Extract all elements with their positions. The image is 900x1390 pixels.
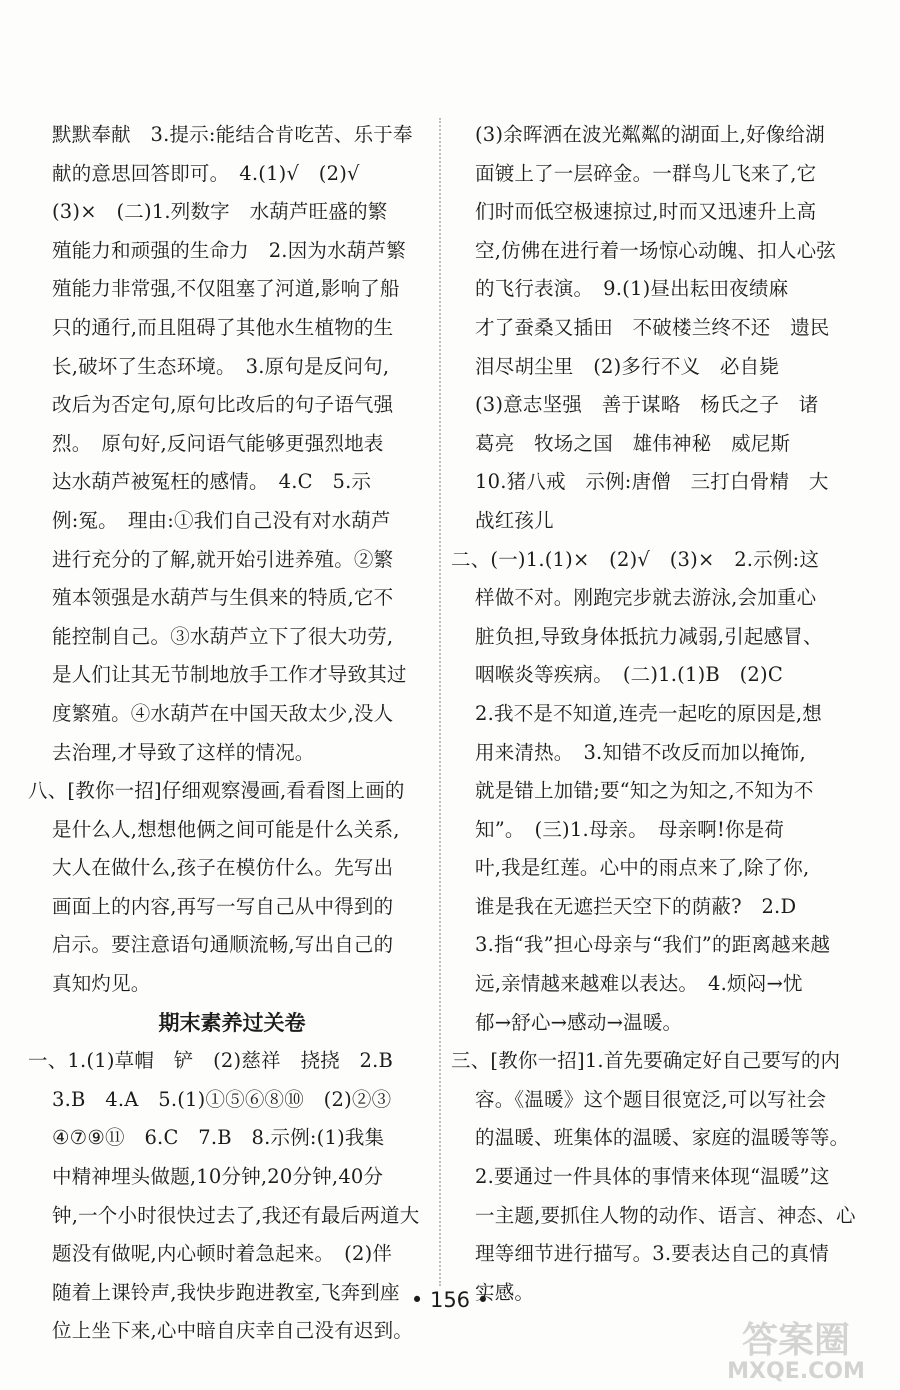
section-eight-first-line: 八、[教你一招]仔细观察漫画,看看图上画的 (28, 779, 405, 803)
text-line: 改后为否定句,原句比改后的句子语气强 (52, 393, 394, 417)
text-line: 用来清热。 3.知错不改反而加以掩饰, (475, 740, 806, 764)
text-line: 脏负担,导致身体抵抗力减弱,引起感冒、 (475, 624, 823, 648)
text-line: 题没有做呢,内心顿时着急起来。 (2)伴 (52, 1242, 393, 1266)
text-line: 实感。 (475, 1280, 535, 1304)
text-line: 远,亲情越来越难以表达。 4.烦闷→忧 (475, 972, 803, 996)
text-line: 样做不对。刚跑完步就去游泳,会加重心 (475, 586, 817, 610)
text-line: 启示。要注意语句通顺流畅,写出自己的 (52, 933, 394, 957)
column-divider (439, 118, 441, 1286)
text-line: 一主题,要抓住人物的动作、语言、神态、心 (475, 1203, 856, 1227)
text-line: (3)意志坚强 善于谋略 杨氏之子 诸 (475, 393, 819, 417)
text-line: 10.猪八戒 示例:唐僧 三打白骨精 大 (475, 470, 829, 494)
text-line: 例:冤。 理由:①我们自己没有对水葫芦 (52, 508, 391, 532)
text-line: 能控制自己。③水葫芦立下了很大功劳, (52, 624, 394, 648)
text-line: 大人在做什么,孩子在模仿什么。先写出 (52, 856, 394, 880)
watermark-logo (699, 1312, 894, 1384)
text-line: 献的意思回答即可。 4.(1)√ (2)√ (52, 161, 360, 185)
text-line: 真知灼见。 (52, 972, 151, 996)
text-line: 进行充分的了解,就开始引进养殖。②繁 (52, 547, 394, 571)
text-line: 葛亮 牧场之国 雄伟神秘 威尼斯 (475, 431, 791, 455)
text-line: ④⑦⑨⑪ 6.C 7.B 8.示例:(1)我集 (52, 1126, 385, 1150)
right-column (451, 116, 856, 1312)
text-line: 中精神埋头做题,10分钟,20分钟,40分 (52, 1165, 384, 1189)
section-three-first-line: 三、[教你一招]1.首先要确定好自己要写的内 (451, 1049, 841, 1073)
right-block-2 (451, 541, 839, 1043)
page-number: • 156 • (410, 1288, 490, 1312)
text-line: 2.我不是不知道,连壳一起吃的原因是,想 (475, 701, 823, 725)
text-line: 达水葫芦被冤枉的感情。 4.C 5.示 (52, 470, 372, 494)
text-line: 长,破坏了生态环境。 3.原句是反问句, (52, 354, 390, 378)
text-line: 就是错上加错;要“知之为知之,不知为不 (475, 779, 814, 803)
text-line: 容。《温暖》这个题目很宽泛,可以写社会 (475, 1087, 827, 1111)
text-line: 的温暖、班集体的温暖、家庭的温暖等等。 (475, 1126, 850, 1150)
text-line: 是人们让其无节制地放手工作才导致其过 (52, 663, 407, 687)
text-line: 郁→舒心→感动→温暖。 (475, 1010, 683, 1034)
right-block-1 (451, 116, 839, 541)
text-line: 去治理,才导致了这样的情况。 (52, 740, 315, 764)
section-title: 期末素养过关卷 (158, 1010, 306, 1035)
text-line: 位上坐下来,心中暗自庆幸自己没有迟到。 (52, 1319, 413, 1343)
watermark-text-cn: 答案圈 (741, 1320, 851, 1361)
text-line: 知”。 (三)1.母亲。 母亲啊!你是荷 (475, 817, 785, 841)
text-line: (3)× (二)1.列数字 水葫芦旺盛的繁 (52, 200, 388, 224)
left-column (28, 116, 420, 1351)
text-line: 2.要通过一件具体的事情来体现“温暖”这 (475, 1165, 830, 1189)
text-line: 泪尽胡尘里 (2)多行不义 必自毙 (475, 354, 780, 378)
text-line: 殖能力和顽强的生命力 2.因为水葫芦繁 (52, 238, 406, 262)
text-line: 烈。 原句好,反问语气能够更强烈地表 (52, 431, 384, 455)
text-line: 默默奉献 3.提示:能结合肯吃苦、乐于奉 (52, 123, 413, 146)
text-line: 的飞行表演。 9.(1)昼出耘田夜绩麻 (475, 277, 789, 301)
text-line: 们时而低空极速掠过,时而又迅速升上高 (475, 200, 817, 224)
text-line: 空,仿佛在进行着一场惊心动魄、扣人心弦 (475, 238, 836, 262)
text-line: 度繁殖。④水葫芦在中国天敌太少,没人 (52, 701, 394, 725)
text-line: 画面上的内容,再写一写自己从中得到的 (52, 894, 394, 918)
section-one-first-line: 一、1.(1)草帽 铲 (2)慈祥 挠挠 2.B (28, 1049, 394, 1073)
watermark-text-url: MXQE.COM (727, 1359, 865, 1384)
text-line: 谁是我在无遮拦天空下的荫蔽? 2.D (475, 894, 797, 918)
left-block-1 (28, 116, 412, 772)
text-line: 殖本领强是水葫芦与生俱来的特质,它不 (52, 586, 394, 610)
left-block-2 (28, 772, 412, 1004)
text-line: 战红孩儿 (475, 508, 554, 532)
text-line: 咽喉炎等疾病。 (二)1.(1)B (2)C (475, 663, 783, 687)
text-line: 殖能力非常强,不仅阻塞了河道,影响了船 (52, 277, 400, 301)
right-block-3 (451, 1042, 856, 1312)
text-line: 是什么人,想想他俩之间可能是什么关系, (52, 817, 400, 841)
text-line: 叶,我是红莲。心中的雨点来了,除了你, (475, 856, 810, 880)
section-two-first-line: 二、(一)1.(1)× (2)√ (3)× 2.示例:这 (451, 547, 820, 571)
text-line: 面镀上了一层碎金。一群鸟儿飞来了,它 (475, 161, 817, 185)
text-line: 只的通行,而且阻碍了其他水生植物的生 (52, 315, 394, 339)
text-line: 3.指“我”担心母亲与“我们”的距离越来越 (475, 933, 831, 957)
text-line: 才了蚕桑又插田 不破楼兰终不还 遗民 (475, 315, 830, 339)
text-line: 钟,一个小时很快过去了,我还有最后两道大 (52, 1203, 420, 1227)
text-line: (3)余晖洒在波光粼粼的湖面上,好像给湖 (475, 123, 825, 146)
text-line: 随着上课铃声,我快步跑进教室,飞奔到座 (52, 1280, 400, 1304)
text-line: 3.B 4.A 5.(1)①⑤⑥⑧⑩ (2)②③ (52, 1087, 392, 1111)
text-line: 理等细节进行描写。3.要表达自己的真情 (475, 1242, 829, 1266)
